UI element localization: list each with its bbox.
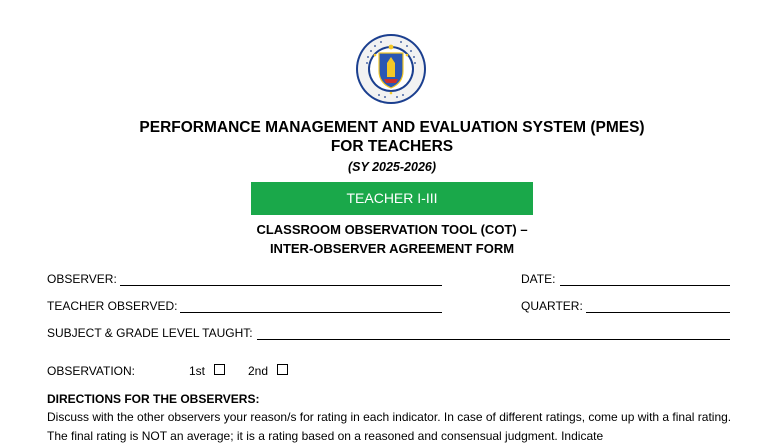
seal-sun: [389, 45, 394, 50]
subject-grade-field[interactable]: [257, 339, 730, 340]
observation-label: OBSERVATION:: [47, 364, 136, 378]
deped-seal-logo: [355, 33, 427, 105]
teacher-observed-label: TEACHER OBSERVED:: [47, 299, 178, 313]
teacher-observed-field[interactable]: [180, 312, 442, 313]
observer-field[interactable]: [120, 285, 442, 286]
observation-2nd-checkbox[interactable]: [277, 364, 288, 375]
form-title-line2: INTER-OBSERVER AGREEMENT FORM: [269, 241, 515, 256]
date-label: DATE:: [521, 272, 556, 286]
observation-2nd-label: 2nd: [248, 364, 269, 378]
teacher-level-badge: TEACHER I-III: [251, 182, 533, 215]
observation-1st-label: 1st: [189, 364, 206, 378]
subject-grade-label: SUBJECT & GRADE LEVEL TAUGHT:: [47, 326, 253, 340]
observer-label: OBSERVER:: [47, 272, 117, 286]
observation-1st-checkbox[interactable]: [214, 364, 225, 375]
document-title-line2: FOR TEACHERS: [330, 138, 454, 155]
school-year: (SY 2025-2026): [347, 160, 437, 174]
directions-text: Discuss with the other observers your reason/s for rating in each indicator. In case of different ratings, come up with a final rating. The final rating is NOT an average; it is a rating based on a reasoned and consensual judgment. Indicate: [47, 410, 732, 443]
quarter-label: QUARTER:: [521, 299, 583, 313]
document-title-line1: PERFORMANCE MANAGEMENT AND EVALUATION SYSTEM (PMES): [139, 119, 645, 136]
seal-book: [384, 79, 398, 83]
directions-heading: DIRECTIONS FOR THE OBSERVERS:: [47, 392, 260, 406]
quarter-field[interactable]: [586, 312, 730, 313]
date-field[interactable]: [560, 285, 730, 286]
form-title-line1: CLASSROOM OBSERVATION TOOL (COT) –: [256, 222, 528, 237]
